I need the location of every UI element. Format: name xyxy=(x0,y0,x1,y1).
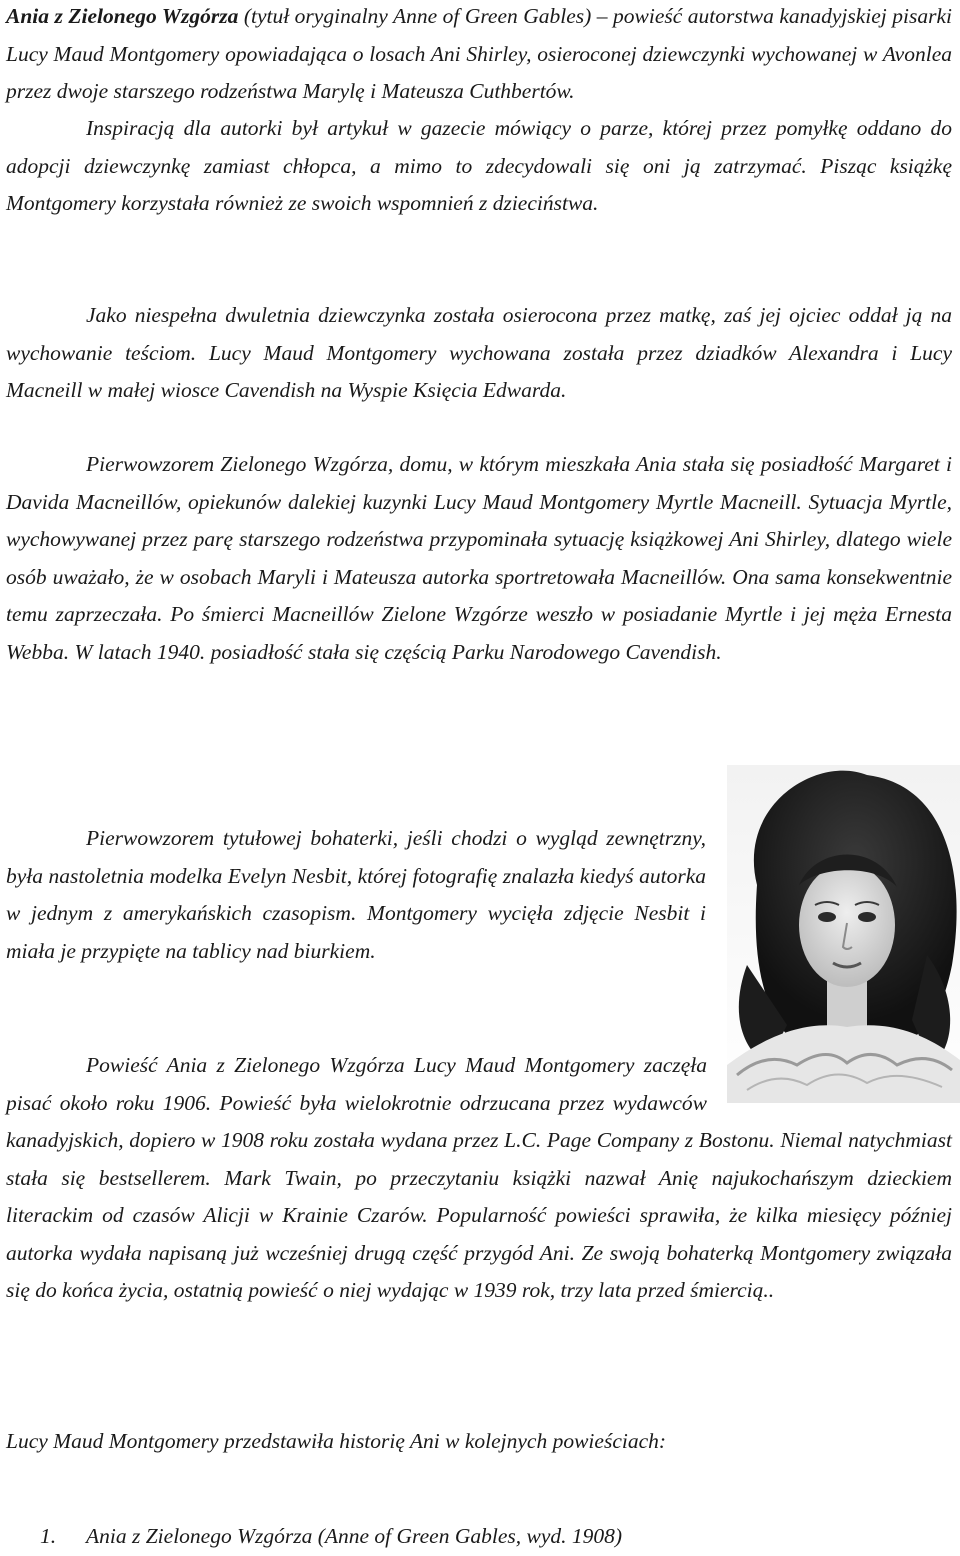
publication-text: Powieść Ania z Zielonego Wzgórza Lucy Maud Montgomery zaczęła pisać około roku 1906. Powieść była wielokrotnie odrzucana przez wydawców kanadyjskich, dopiero w 1908 roku została wydana przez L.C. Page Company z Bostonu. Niemal natychmiast stała się bestsellerem. Mark Twain, po przeczytaniu książki nazwał Anię najukochańszym dzieckiem literackim od czasów Alicji w Krainie Czarów. Popularność powieści sprawiła, że kilka miesięcy później autorka wydała napisaną już wcześniej drugą część przygód Ani. Ze swoją bohaterką Montgomery związała się do końca życia, ostatnią powieść o niej wydając w 1939 rok, trzy lata przed śmiercią.. xyxy=(6,1053,952,1302)
intro-text: (tytuł oryginalny Anne of Green Gables) – powieść autorstwa kanadyjskiej pisarki Lucy Maud Montgomery opowiadająca o losach Ani Shirley, osieroconej dziewczynki wychowanej w Avonlea przez dwoje starszego rodzeństwa Marylę i Mateusza Cuthbertów. xyxy=(6,4,952,103)
list-item-text: Ania z Zielonego Wzgórza (Anne of Green Gables, wyd. 1908) xyxy=(86,1524,623,1548)
list-number: 1. xyxy=(40,1524,57,1548)
green-gables-paragraph: Pierwowzorem Zielonego Wzgórza, domu, w którym mieszkała Ania stała się posiadłość Margaret i Davida Macneillów, opiekunów dalekiej kuzynki Lucy Maud Montgomery Myrtle Macneill. Sytuacja Myrtle, wychowywanej przez parę starszego rodzeństwa przypominała sytuację książkowej Ani Shirley, dlatego wiele osób uważało, że w osobach Maryli i Mateusza autorka sportretowała Macneillów. Ona sama konsekwentnie temu zaprzeczała. Po śmierci Macneillów Zielone Wzgórze weszło w posiadanie Myrtle i jej męża Ernesta Webba. W latach 1940. posiadłość stała się częścią Parku Narodowego Cavendish. xyxy=(6,452,952,664)
heroine-prototype-paragraph: Pierwowzorem tytułowej bohaterki, jeśli chodzi o wygląd zewnętrzny, była nastoletnia modelka Evelyn Nesbit, której fotografię znalazła kiedyś autorka w jednym z amerykańskich czasopism. Montgomery wycięła zdjęcie Nesbit i miała je przypięte na tablicy nad biurkiem. xyxy=(6,826,706,963)
childhood-paragraph: Jako niespełna dwuletnia dziewczynka została osierocona przez matkę, zaś jej ojciec oddał ją na wychowanie teściom. Lucy Maud Montgomery wychowana została przez dziadków Alexandra i Lucy Macneill w małej wiosce Cavendish na Wyspie Księcia Edwarda. xyxy=(6,303,952,402)
evelyn-nesbit-portrait xyxy=(727,765,960,1103)
novels-intro: Lucy Maud Montgomery przedstawiła historię Ani w kolejnych powieściach: xyxy=(6,1429,667,1453)
book-title: Ania z Zielonego Wzgórza xyxy=(6,4,239,28)
inspiration-paragraph: Inspiracją dla autorki był artykuł w gazecie mówiący o parze, której przez pomyłkę oddano do adopcji dziewczynkę zamiast chłopca, a mimo to zdecydowali się oni ją zatrzymać. Pisząc książkę Montgomery korzystała również ze swoich wspomnień z dzieciństwa. xyxy=(6,116,952,215)
list-item xyxy=(6,1518,952,1556)
intro-paragraph xyxy=(6,0,952,111)
